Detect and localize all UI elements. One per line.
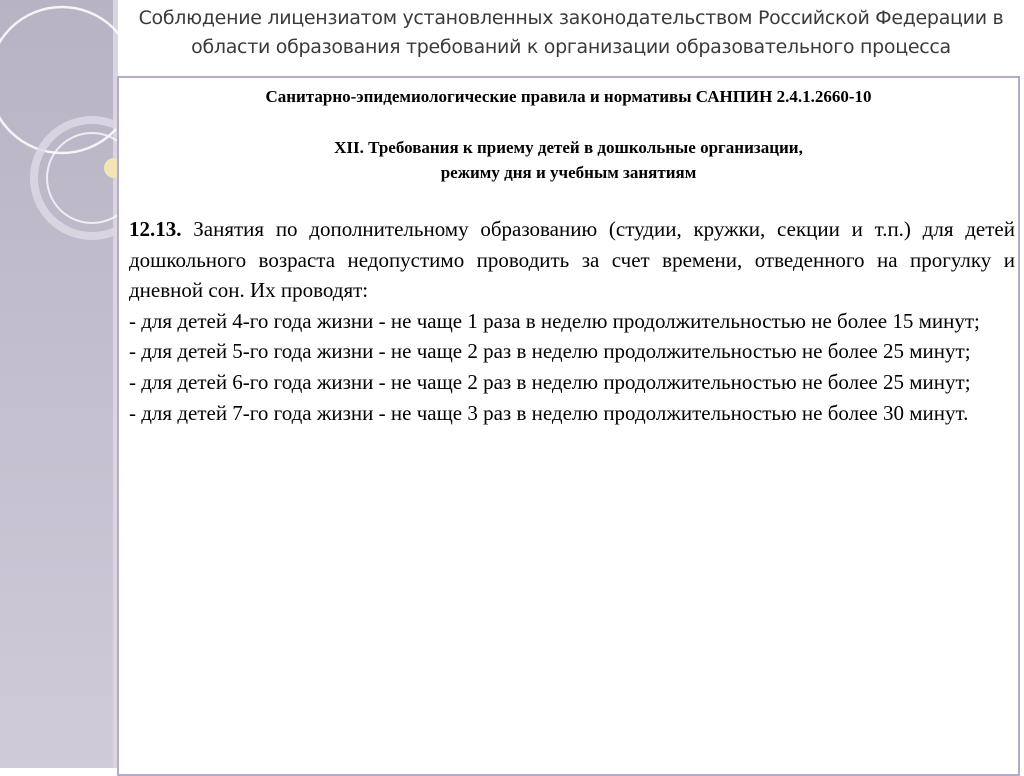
list-item: - для детей 7-го года жизни - не чаще 3 раз в неделю продолжительностью не более 30 минут.: [129, 400, 969, 425]
paragraph-intro: Занятия по дополнительному образованию (студии, кружки, секции и т.п.) для детей дошкольного возраста недопустимо проводить за счет времени, отведенного на прогулку и дневной сон. Их проводят:: [129, 217, 1015, 303]
slide-title: [118, 4, 1024, 62]
section-heading-line-1: XII. Требования к приему детей в дошкольные организации,: [334, 138, 803, 157]
slide-title-line-1: Соблюдение лицензиатом установленных законодательством Российской Федерации в: [138, 7, 1004, 29]
large-ring-circle: [0, 7, 135, 153]
sanpin-heading: Санитарно-эпидемиологические правила и нормативы САНПИН 2.4.1.2660-10: [265, 87, 872, 106]
list-item: - для детей 5-го года жизни - не чаще 2 раз в неделю продолжительностью не более 25 минут;: [129, 339, 971, 364]
body-text: [129, 214, 1015, 428]
paragraph-number: 12.13.: [129, 217, 182, 241]
list-item: - для детей 4-го года жизни - не чаще 1 раза в неделю продолжительностью не более 15 минут;: [129, 308, 980, 333]
section-heading-line-2: режиму дня и учебным занятиям: [440, 163, 697, 182]
list-item: - для детей 6-го года жизни - не чаще 2 раз в неделю продолжительностью не более 25 минут;: [129, 369, 971, 394]
slide-title-line-2: области образования требований к организации образовательного процесса: [191, 36, 951, 58]
paragraph-intro-block: [129, 214, 1015, 306]
section-heading: [119, 135, 1018, 185]
content-box: [117, 76, 1020, 776]
